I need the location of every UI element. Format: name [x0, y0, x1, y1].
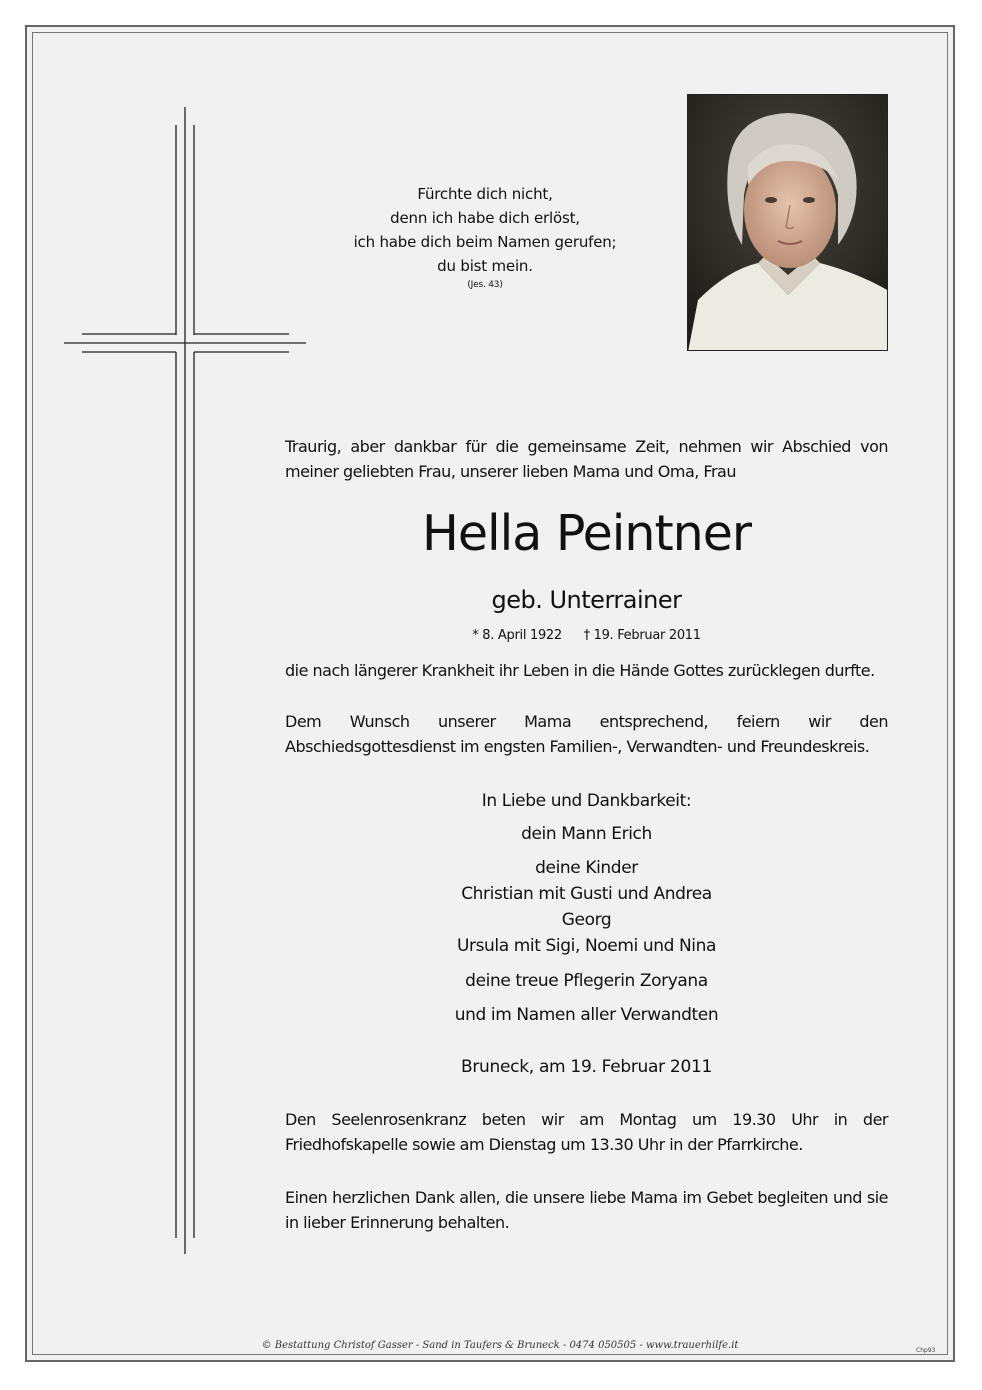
footer-credit: © Bestattung Christof Gasser - Sand in Taufers & Bruneck - 0474 050505 - www.trauerhilfe.it [261, 1340, 739, 1351]
mourners-heading: In Liebe und Dankbarkeit: [481, 791, 692, 811]
child-entry: Georg [561, 910, 612, 930]
quote-line: ich habe dich beim Namen gerufen; [353, 233, 617, 251]
service-text: Dem Wunsch unserer Mama entsprechend, feiern wir den Abschiedsgottesdienst im engsten Familien-, Verwandten- und Freundeskreis. [285, 712, 888, 756]
quote-line: denn ich habe dich erlöst, [390, 209, 580, 227]
template-code: Chp93 [916, 1347, 936, 1354]
place-date: Bruneck, am 19. Februar 2011 [460, 1057, 713, 1077]
death-date: 19. Februar 2011 [593, 628, 701, 643]
mourner-husband: dein Mann Erich [521, 824, 652, 844]
passing-text: die nach längerer Krankheit ihr Leben in die Hände Gottes zurücklegen durfte. [285, 661, 875, 680]
quote-reference: (Jes. 43) [467, 280, 503, 290]
maiden-name: geb. Unterrainer [491, 586, 682, 614]
rosary-text: Den Seelenrosenkranz beten wir am Montag um 19.30 Uhr in der Friedhofskapelle sowie am Dienstag um 13.30 Uhr in der Pfarrkirche. [285, 1110, 888, 1154]
portrait-photo [687, 94, 888, 351]
quote-line: du bist mein. [437, 257, 533, 275]
birth-date: 8. April 1922 [482, 628, 562, 643]
child-entry: Ursula mit Sigi, Noemi und Nina [456, 936, 717, 956]
deceased-name: Hella Peintner [422, 505, 751, 562]
thanks-text: Einen herzlichen Dank allen, die unsere liebe Mama im Gebet begleiten und sie in lieber Erinnerung behalten. [285, 1188, 888, 1232]
intro-text: Traurig, aber dankbar für die gemeinsame Zeit, nehmen wir Abschied von meiner geliebten Frau, unserer lieben Mama und Oma, Frau [285, 437, 888, 481]
children-heading: deine Kinder [535, 858, 638, 878]
child-entry: Christian mit Gusti und Andrea [461, 884, 712, 904]
bible-quote [330, 182, 640, 291]
mourner-caregiver: deine treue Pflegerin Zoryana [465, 971, 708, 991]
died-symbol: † [583, 628, 590, 643]
born-symbol: * [472, 628, 479, 643]
portrait-image-icon [688, 95, 888, 351]
quote-line: Fürchte dich nicht, [417, 185, 553, 203]
mourner-relatives: und im Namen aller Verwandten [454, 1005, 719, 1025]
life-dates [285, 628, 888, 644]
